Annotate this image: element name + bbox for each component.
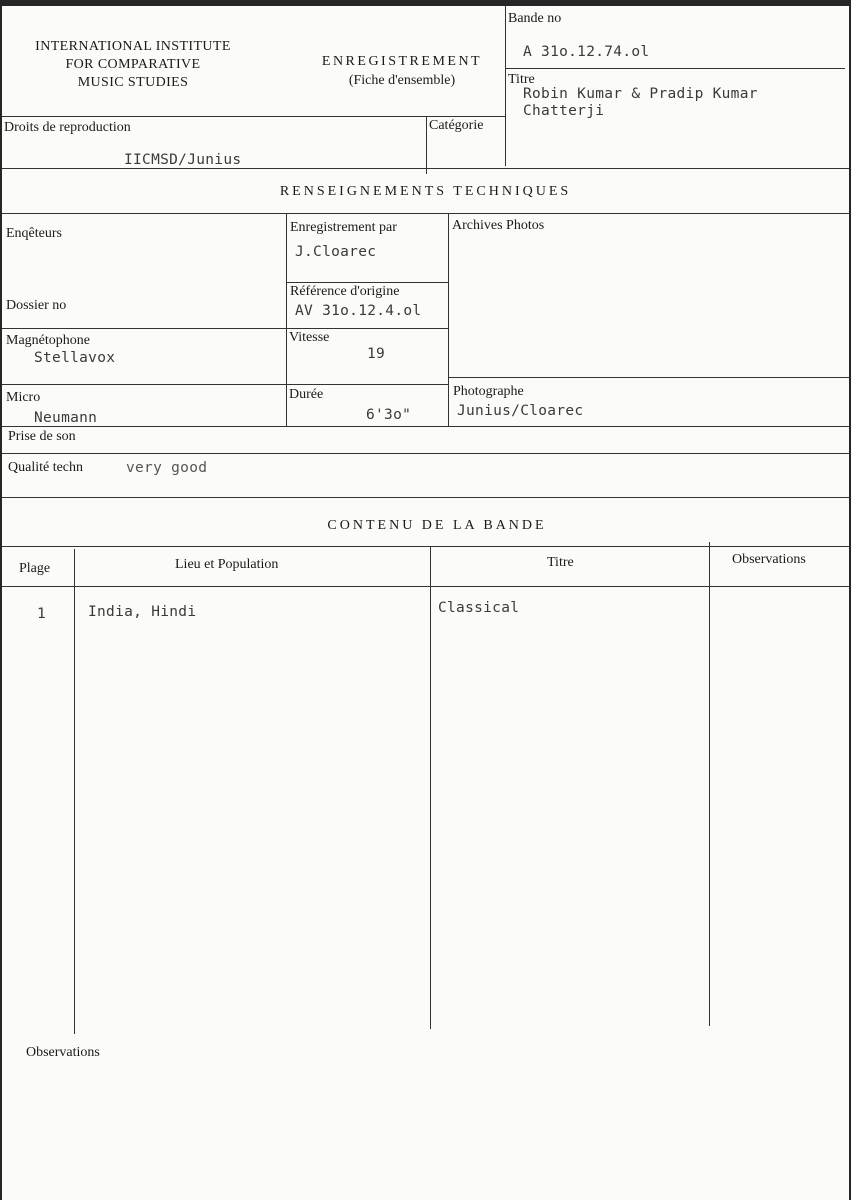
enregistrement-ref-divider (286, 282, 449, 283)
contents-header-rule (2, 586, 849, 587)
duree-value: 6'3o" (366, 407, 412, 423)
col-header-titre: Titre (547, 555, 574, 570)
enregistrement-par-value: J.Cloarec (295, 244, 377, 260)
vitesse-label: Vitesse (289, 330, 330, 345)
institute-line-3: MUSIC STUDIES (77, 75, 189, 90)
droits-value: IICMSD/Junius (124, 152, 242, 168)
contents-section-title: CONTENU DE LA BANDE (327, 518, 547, 533)
row-titre: Classical (438, 600, 520, 616)
form-title: ENREGISTREMENT (321, 54, 483, 69)
institute-name (2, 38, 264, 92)
vitesse-value: 19 (367, 346, 386, 362)
dossier-label: Dossier no (6, 298, 67, 313)
qualite-label: Qualité techn (8, 460, 84, 475)
tech-row4-rule (2, 426, 849, 427)
row-lieu: India, Hindi (88, 604, 197, 620)
titre-value-line-2: Chatterji (523, 103, 605, 119)
duree-label: Durée (289, 387, 324, 402)
technical-section-title: RENSEIGNEMENTS TECHNIQUES (279, 184, 572, 199)
record-card (2, 6, 849, 1200)
photographe-value: Junius/Cloarec (457, 403, 584, 419)
header-bottom-rule (2, 116, 506, 117)
col-header-observations: Observations (732, 552, 806, 567)
magnetophone-label: Magnétophone (6, 333, 90, 348)
header-section-end (2, 168, 849, 169)
tech-col2-divider (448, 213, 449, 426)
enqueteurs-label: Enqêteurs (6, 226, 62, 241)
tech-row2-rule (2, 328, 449, 329)
photographe-label: Photographe (453, 384, 524, 399)
form-subtitle: (Fiche d'ensemble) (348, 73, 456, 88)
institute-line-1: INTERNATIONAL INSTITUTE (35, 39, 231, 54)
col-header-plage: Plage (19, 561, 51, 576)
titre-value (523, 86, 758, 120)
observations-label: Observations (26, 1045, 100, 1060)
bande-value: A 31o.12.74.ol (523, 44, 650, 60)
titre-value-line-1: Robin Kumar & Pradip Kumar (523, 86, 758, 102)
contents-col1-divider (74, 549, 75, 1034)
categorie-divider (426, 116, 427, 174)
technical-top-rule (2, 213, 849, 214)
contents-top-rule (2, 546, 849, 547)
micro-value: Neumann (34, 410, 98, 426)
institute-line-2: FOR COMPARATIVE (65, 57, 201, 72)
bande-titre-divider (505, 68, 845, 69)
reference-value: AV 31o.12.4.ol (295, 303, 422, 319)
titre-label: Titre (508, 72, 535, 87)
reference-label: Référence d'origine (290, 284, 400, 299)
tech-col1-divider (286, 213, 287, 426)
bande-label: Bande no (508, 11, 562, 26)
droits-label: Droits de reproduction (4, 120, 131, 135)
magnetophone-value: Stellavox (34, 350, 116, 366)
row-plage: 1 (37, 606, 47, 622)
contents-col2-divider (430, 547, 431, 1029)
archives-photographe-rule (448, 377, 849, 378)
contents-col3-divider (709, 542, 710, 1026)
tech-row5-rule (2, 453, 849, 454)
tech-bottom-rule (2, 497, 849, 498)
categorie-label: Catégorie (429, 118, 484, 133)
archives-photos-label: Archives Photos (452, 218, 545, 233)
col-header-lieu: Lieu et Population (175, 557, 279, 572)
header-divider-vertical (505, 6, 506, 166)
micro-label: Micro (6, 390, 41, 405)
enregistrement-par-label: Enregistrement par (290, 220, 397, 235)
prise-label: Prise de son (8, 429, 76, 444)
tech-row3-rule (2, 384, 449, 385)
qualite-value: very good (126, 460, 208, 476)
